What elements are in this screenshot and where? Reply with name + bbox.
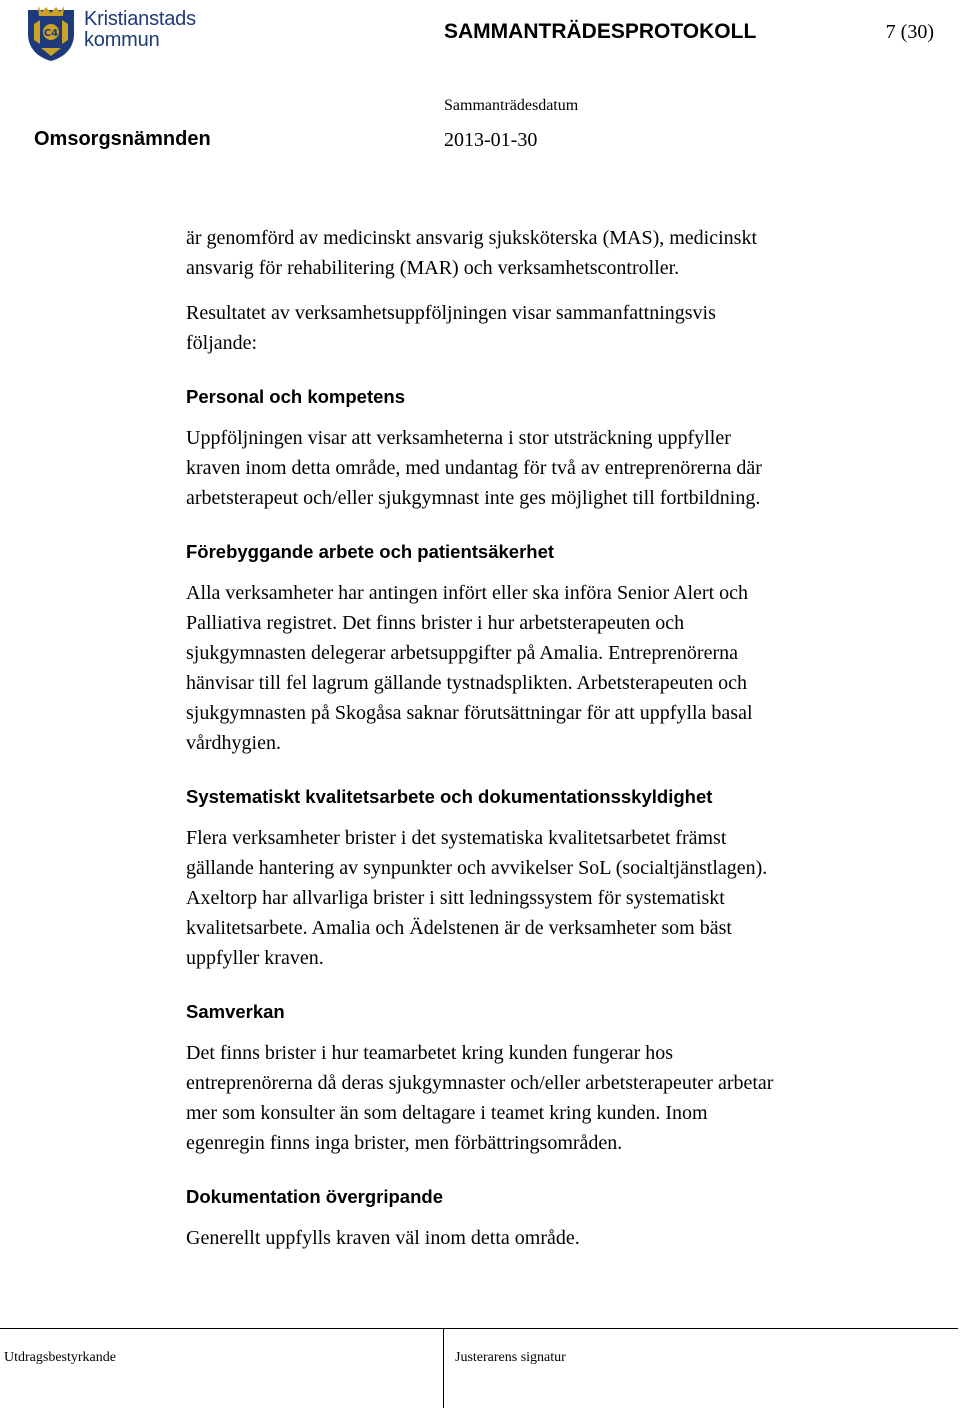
svg-text:C4: C4	[43, 28, 59, 39]
text-line: arbetsterapeut och/eller sjukgymnast inte ges möjlighet till fortbildning.	[186, 487, 761, 509]
result-paragraph	[186, 298, 876, 358]
document-title: SAMMANTRÄDESPROTOKOLL	[444, 20, 757, 43]
logo-line-2: kommun	[84, 29, 160, 51]
text-line: vårdhygien.	[186, 732, 281, 754]
text-line: Generellt uppfylls kraven väl inom detta område.	[186, 1227, 580, 1249]
footer-divider	[443, 1328, 444, 1408]
text-line: Flera verksamheter brister i det systematiska kvalitetsarbetet främst	[186, 827, 727, 849]
committee-name: Omsorgsnämnden	[34, 128, 211, 150]
logo-line-1: Kristianstads	[84, 8, 196, 30]
footer-extract-certification-label: Utdragsbestyrkande	[4, 1350, 116, 1365]
section-heading: Systematiskt kvalitetsarbete och dokumentationsskyldighet	[186, 786, 713, 807]
kristianstad-coat-of-arms-logo	[26, 4, 76, 62]
section-samverkan	[186, 1000, 876, 1158]
section-heading: Förebyggande arbete och patientsäkerhet	[186, 541, 555, 562]
text-line: Resultatet av verksamhetsuppföljningen visar sammanfattningsvis	[186, 302, 716, 324]
text-line: Alla verksamheter har antingen infört eller ska införa Senior Alert och	[186, 582, 749, 604]
intro-paragraph	[186, 223, 876, 283]
section-personal-och-kompetens	[186, 385, 876, 513]
text-line: egenregin finns inga brister, men förbättringsområden.	[186, 1132, 623, 1154]
text-line: mer som konsulter än som deltagare i teamet kring kunden. Inom	[186, 1102, 708, 1124]
text-line: Uppföljningen visar att verksamheterna i stor utsträckning uppfyller	[186, 427, 731, 449]
meeting-date: 2013-01-30	[444, 129, 538, 151]
text-line: Palliativa registret. Det finns brister i hur arbetsterapeuten och	[186, 612, 685, 634]
text-line: Axeltorp har allvarliga brister i sitt ledningssystem för systematiskt	[186, 887, 725, 909]
section-heading: Personal och kompetens	[186, 386, 405, 407]
text-line: entreprenörerna då deras sjukgymnaster och/eller arbetsterapeuter arbetar	[186, 1072, 774, 1094]
text-line: hänvisar till fel lagrum gällande tystnadsplikten. Arbetsterapeuten och	[186, 672, 747, 694]
text-line: sjukgymnasten delegerar arbetsuppgifter på Amalia. Entreprenörerna	[186, 642, 739, 664]
section-heading: Samverkan	[186, 1001, 285, 1022]
text-line: följande:	[186, 332, 258, 354]
text-line: sjukgymnasten på Skogåsa saknar förutsättningar för att uppfylla basal	[186, 702, 753, 724]
text-line: kraven inom detta område, med undantag för två av entreprenörerna där	[186, 457, 762, 479]
footer-signature-label: Justerarens signatur	[455, 1350, 566, 1365]
text-line: gällande hantering av synpunkter och avvikelser SoL (socialtjänstlagen).	[186, 857, 768, 879]
section-dokumentation-overgripande	[186, 1185, 876, 1253]
text-line: ansvarig för rehabilitering (MAR) och verksamhetscontroller.	[186, 257, 680, 279]
protocol-body	[186, 223, 876, 1253]
text-line: uppfyller kraven.	[186, 947, 324, 969]
section-systematiskt-kvalitetsarbete	[186, 785, 876, 973]
page-number: 7 (30)	[885, 21, 934, 43]
footer-rule	[0, 1328, 958, 1329]
text-line: Det finns brister i hur teamarbetet kring kunden fungerar hos	[186, 1042, 674, 1064]
section-heading: Dokumentation övergripande	[186, 1186, 443, 1207]
text-line: är genomförd av medicinskt ansvarig sjuksköterska (MAS), medicinskt	[186, 227, 757, 249]
municipality-logo-text	[84, 9, 196, 51]
meeting-date-label: Sammanträdesdatum	[444, 97, 579, 114]
section-forebyggande-arbete	[186, 540, 876, 758]
text-line: kvalitetsarbete. Amalia och Ädelstenen är de verksamheter som bäst	[186, 917, 732, 939]
